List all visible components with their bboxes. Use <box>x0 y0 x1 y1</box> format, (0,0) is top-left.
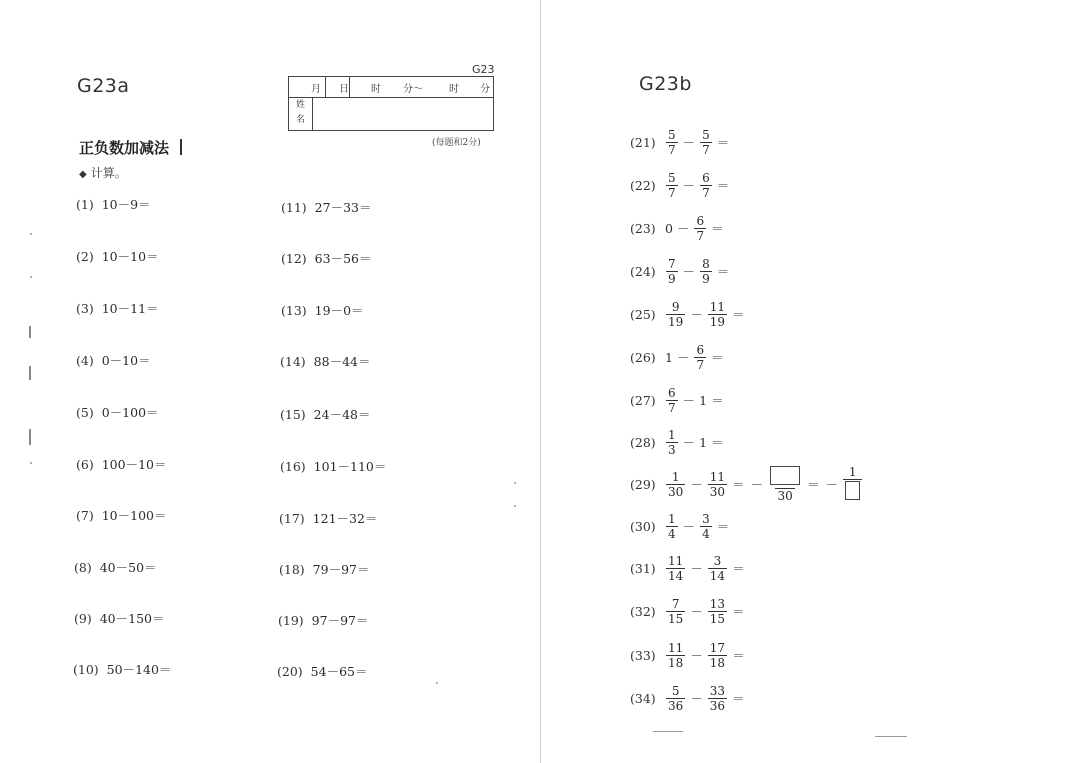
fraction: $\frac{33}{36}$ <box>709 683 726 713</box>
problem-32 <box>630 593 748 629</box>
operator: － <box>682 393 696 408</box>
problem-8: (8) 40－50＝ <box>74 560 157 575</box>
problem-28 <box>630 424 727 460</box>
problem-number: (33) <box>630 647 656 663</box>
corner-code: G23 <box>472 63 495 76</box>
problem-30 <box>630 508 732 544</box>
answer-box[interactable] <box>770 466 800 485</box>
problem-number: (22) <box>630 177 656 193</box>
operator: ＝ <box>711 350 724 365</box>
integer-term: 1 <box>665 349 673 365</box>
problem-19: (19) 97－97＝ <box>278 613 369 628</box>
problem-number: (27) <box>630 392 656 408</box>
operator: ＝ <box>807 477 820 492</box>
problem-11: (11) 27－33＝ <box>281 200 372 215</box>
integer-term: 1 <box>699 434 708 450</box>
fraction: $\frac{6}{7}$ <box>668 385 676 415</box>
problem-number: (23) <box>630 220 656 236</box>
problem-18: (18) 79－97＝ <box>279 562 370 577</box>
fraction: $\frac{1}{3}$ <box>668 427 676 457</box>
problem-1: (1) 10－9＝ <box>76 197 151 212</box>
operator: ＝ <box>711 435 724 450</box>
operator: － <box>690 604 703 619</box>
operator: － <box>825 477 839 492</box>
operator: － <box>682 135 696 150</box>
problem-25 <box>630 296 748 332</box>
fraction: $\frac{11}{30}$ <box>709 469 726 499</box>
name-label: 姓 名 <box>289 97 313 130</box>
operator: ＝ <box>732 604 745 619</box>
operator: － <box>690 691 703 706</box>
integer-term: 0 <box>665 220 673 236</box>
problem-3: (3) 10－11＝ <box>76 301 159 316</box>
fraction: $\frac{6}{7}$ <box>696 213 705 243</box>
problem-number: (24) <box>630 263 656 279</box>
problem-34 <box>630 680 748 716</box>
operator: ＝ <box>711 393 724 408</box>
operator: － <box>750 477 764 492</box>
sheet-id-right: G23b <box>639 73 692 95</box>
problem-16: (16) 101－110＝ <box>280 459 387 474</box>
fraction: $\frac{5}{7}$ <box>668 127 676 157</box>
operator: － <box>690 477 703 492</box>
header-info-box <box>288 76 494 131</box>
fraction: $\frac{7}{15}$ <box>668 596 684 626</box>
worksheet-page-right <box>541 0 1080 763</box>
minute-to-label: 分～ <box>403 84 423 95</box>
operator: ＝ <box>716 519 730 534</box>
sheet-id: G23a <box>77 75 130 97</box>
problem-21 <box>630 124 732 160</box>
section-title: 正负数加减法 <box>79 139 170 157</box>
operator: ＝ <box>732 691 745 706</box>
fraction: $\frac{11}{19}$ <box>709 299 726 329</box>
problem-4: (4) 0－10＝ <box>76 353 151 368</box>
problem-number: (34) <box>630 690 656 706</box>
fraction: $\frac{5}{7}$ <box>668 170 676 200</box>
problem-22 <box>630 167 732 203</box>
problem-12: (12) 63－56＝ <box>281 251 372 266</box>
operator: － <box>682 519 696 534</box>
section-marker <box>180 139 182 155</box>
problem-20: (20) 54－65＝ <box>277 664 368 679</box>
date-time-row <box>289 77 493 98</box>
problem-number: (30) <box>630 518 656 534</box>
operator: － <box>690 307 703 322</box>
problem-number: (29) <box>630 476 656 492</box>
operator: － <box>690 648 703 663</box>
fraction: $\frac{3}{14}$ <box>709 553 726 583</box>
fraction: $\frac{1}{4}$ <box>668 511 676 541</box>
diamond-icon: ◆ <box>79 169 87 180</box>
fraction: $\frac{11}{18}$ <box>668 640 684 670</box>
problem-number: (32) <box>630 603 656 619</box>
problem-14: (14) 88－44＝ <box>280 354 371 369</box>
operator: － <box>676 350 690 365</box>
problem-number: (25) <box>630 306 656 322</box>
problem-13: (13) 19－0＝ <box>281 303 364 318</box>
fraction: $\frac{3}{4}$ <box>702 511 710 541</box>
month-label: 月 <box>311 84 321 95</box>
fraction: $\frac{8}{9}$ <box>702 256 710 286</box>
problem-7: (7) 10－100＝ <box>76 508 167 523</box>
fraction: $\frac{6}{7}$ <box>696 342 705 372</box>
problem-number: (28) <box>630 434 656 450</box>
problem-5: (5) 0－100＝ <box>76 405 159 420</box>
problem-10: (10) 50－140＝ <box>73 662 172 677</box>
name-field[interactable] <box>313 97 493 130</box>
operator: ＝ <box>732 477 745 492</box>
operator: ＝ <box>716 178 730 193</box>
problem-24 <box>630 253 732 289</box>
hour-label-2: 时 <box>449 84 459 95</box>
fraction: $\frac{9}{19}$ <box>668 299 684 329</box>
operator: ＝ <box>716 135 730 150</box>
problem-number: (21) <box>630 134 656 150</box>
problem-27 <box>630 382 727 418</box>
operator: － <box>682 178 696 193</box>
answer-box[interactable] <box>845 481 860 500</box>
fraction: $\frac{11}{14}$ <box>668 553 684 583</box>
operator: － <box>690 561 703 576</box>
minute-label-2: 分 <box>480 84 490 95</box>
problem-33 <box>630 637 748 673</box>
problem-23 <box>630 210 727 246</box>
fraction: $\frac{6}{7}$ <box>702 170 710 200</box>
fraction: $\frac{13}{15}$ <box>709 596 726 626</box>
day-label: 日 <box>339 84 349 95</box>
fraction: 1 <box>843 466 862 502</box>
fraction: $\frac{17}{18}$ <box>709 640 726 670</box>
operator: ＝ <box>716 264 730 279</box>
operator: ＝ <box>711 221 724 236</box>
problem-26 <box>630 339 727 375</box>
problem-6: (6) 100－10＝ <box>76 457 167 472</box>
operator: － <box>682 435 696 450</box>
problem-17: (17) 121－32＝ <box>279 511 378 526</box>
operator: ＝ <box>732 648 745 663</box>
integer-term: 1 <box>699 392 708 408</box>
problem-29 <box>630 466 864 502</box>
problem-9: (9) 40－150＝ <box>74 611 165 626</box>
fraction: $\frac{1}{30}$ <box>668 469 684 499</box>
problem-31 <box>630 550 748 586</box>
fraction: $\frac{5}{7}$ <box>702 127 710 157</box>
score-note: (每题和2分) <box>432 138 481 148</box>
fraction: $\frac{7}{9}$ <box>668 256 676 286</box>
problem-15: (15) 24－48＝ <box>280 407 371 422</box>
problem-number: (31) <box>630 560 656 576</box>
problem-2: (2) 10－10＝ <box>76 249 159 264</box>
operator: ＝ <box>732 307 745 322</box>
problem-number: (26) <box>630 349 656 365</box>
operator: － <box>682 264 696 279</box>
fraction: 30 <box>768 466 802 502</box>
hour-label: 时 <box>371 84 381 95</box>
instruction: ◆ 计算。 <box>79 166 127 180</box>
operator: ＝ <box>732 561 745 576</box>
operator: － <box>676 221 690 236</box>
fraction: $\frac{5}{36}$ <box>668 683 684 713</box>
